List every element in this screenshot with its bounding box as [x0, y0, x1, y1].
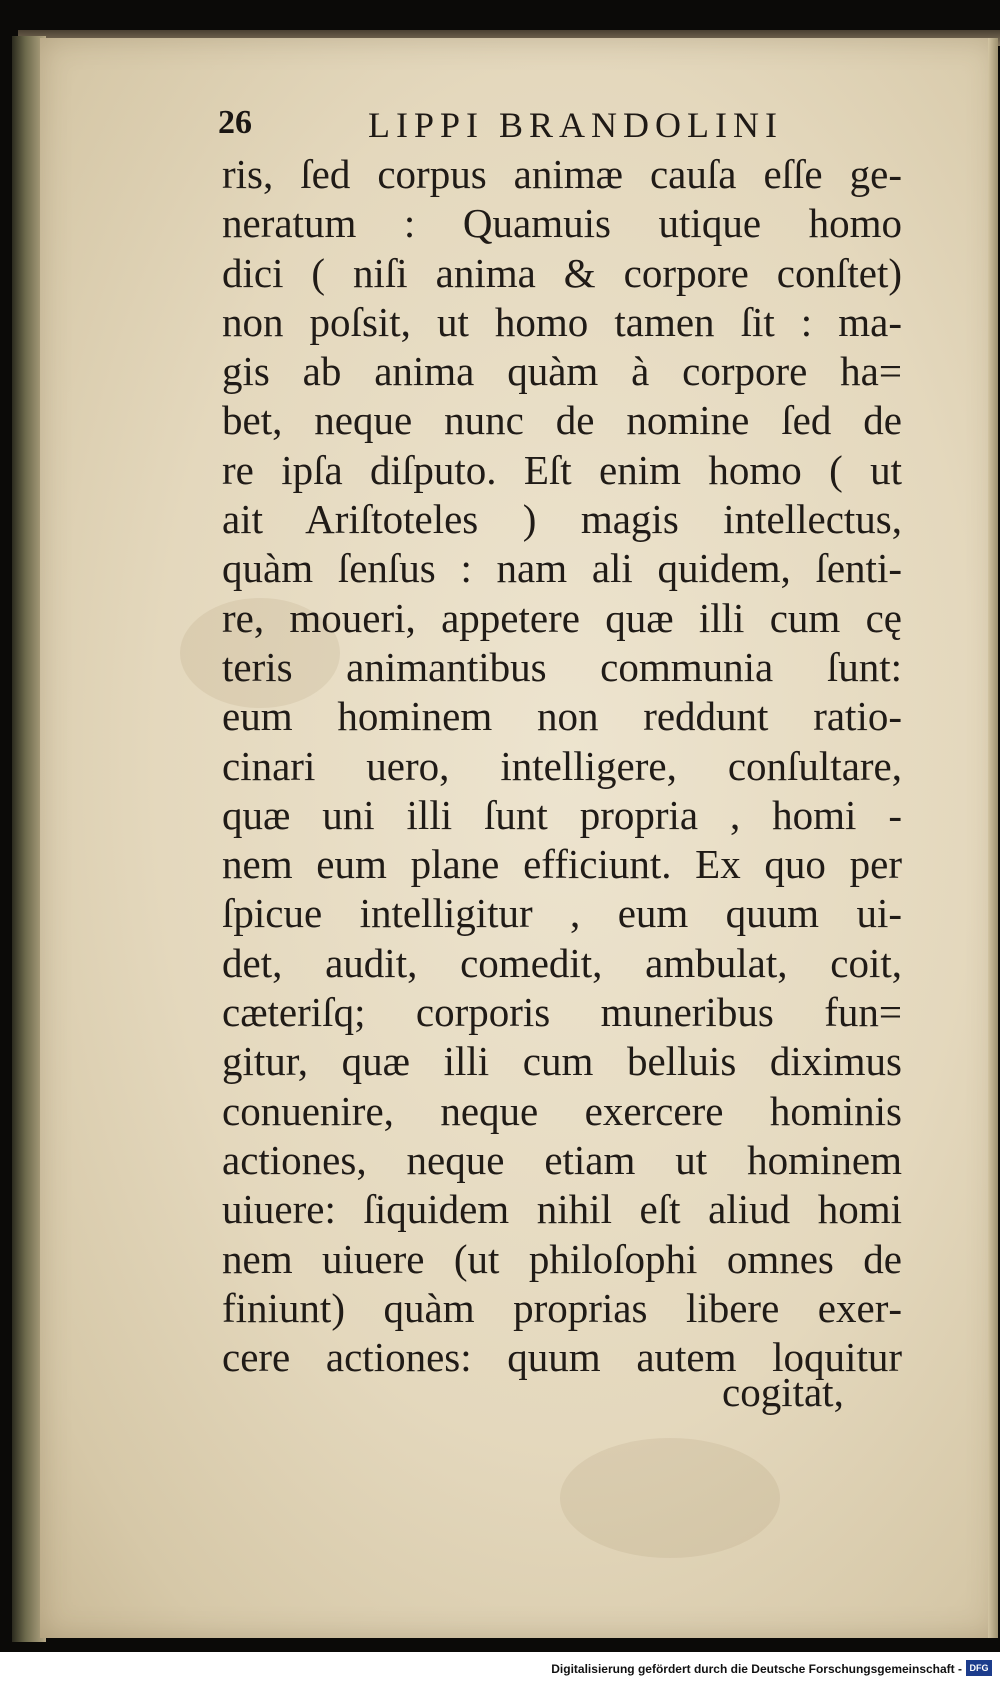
text-line: quàm ſenſus : nam ali quidem, ſenti‑: [222, 545, 902, 592]
text-line: dici ( niſi anima & corpore conſtet): [222, 249, 902, 296]
text-line: ris, ſed corpus animæ cauſa eſſe ge‑: [222, 151, 902, 197]
text-line: conuenire, neque exercere hominis: [222, 1087, 902, 1134]
text-line: ſpicue intelligitur , eum quum ui‑: [222, 890, 902, 937]
text-line: eum hominem non reddunt ratio‑: [222, 693, 902, 740]
text-line: cæteriſq; corporis muneribus fun=: [222, 989, 902, 1036]
text-line: uiuere: ſiquidem nihil eſt aliud homi: [222, 1186, 902, 1233]
text-line: det, audit, comedit, ambulat, coit,: [222, 939, 902, 986]
catchword: cogitat,: [722, 1369, 844, 1415]
text-line: cere actiones: quum autem loquitur: [222, 1334, 902, 1381]
text-line: cinari uero, intelligere, conſultare,: [222, 742, 902, 789]
footer-bar: [0, 1652, 1000, 1696]
dfg-logo: DFG: [966, 1660, 992, 1676]
text-line: nem uiuere (ut philoſophi omnes de: [222, 1235, 902, 1282]
running-head: [0, 104, 1000, 154]
text-line: gis ab anima quàm à corpore ha=: [222, 348, 902, 395]
text-line: ait Ariſtoteles ) magis intellectus,: [222, 496, 902, 543]
text-line: re, moueri, appetere quæ illi cum cę: [222, 594, 902, 641]
running-title: LIPPI BRANDOLINI: [368, 105, 783, 145]
text-line: actiones, neque etiam ut hominem: [222, 1136, 902, 1183]
text-line: neratum : Quamuis utique homo: [222, 200, 902, 247]
text-line: finiunt) quàm proprias libere exer‑: [222, 1284, 902, 1331]
text-line: non poſsit, ut homo tamen ſit : ma‑: [222, 298, 902, 345]
text-line: quæ uni illi ſunt propria , homi ‑: [222, 791, 902, 838]
text-line: bet, neque nunc de nomine ſed de: [222, 397, 902, 444]
text-line: teris animantibus communia ſunt:: [222, 643, 902, 690]
text-line: gitur, quæ illi cum belluis diximus: [222, 1038, 902, 1085]
text-line: re ipſa diſputo. Eſt enim homo ( ut: [222, 446, 902, 493]
text-line: nem eum plane efficiunt. Ex quo per: [222, 841, 902, 888]
page-edge: [988, 38, 998, 1638]
paper-stain: [560, 1438, 780, 1558]
page-number: 26: [218, 104, 252, 141]
body-text: [222, 150, 902, 1382]
digitization-credit: Digitalisierung gefördert durch die Deutsche Forschungsgemeinschaft -: [551, 1662, 962, 1676]
